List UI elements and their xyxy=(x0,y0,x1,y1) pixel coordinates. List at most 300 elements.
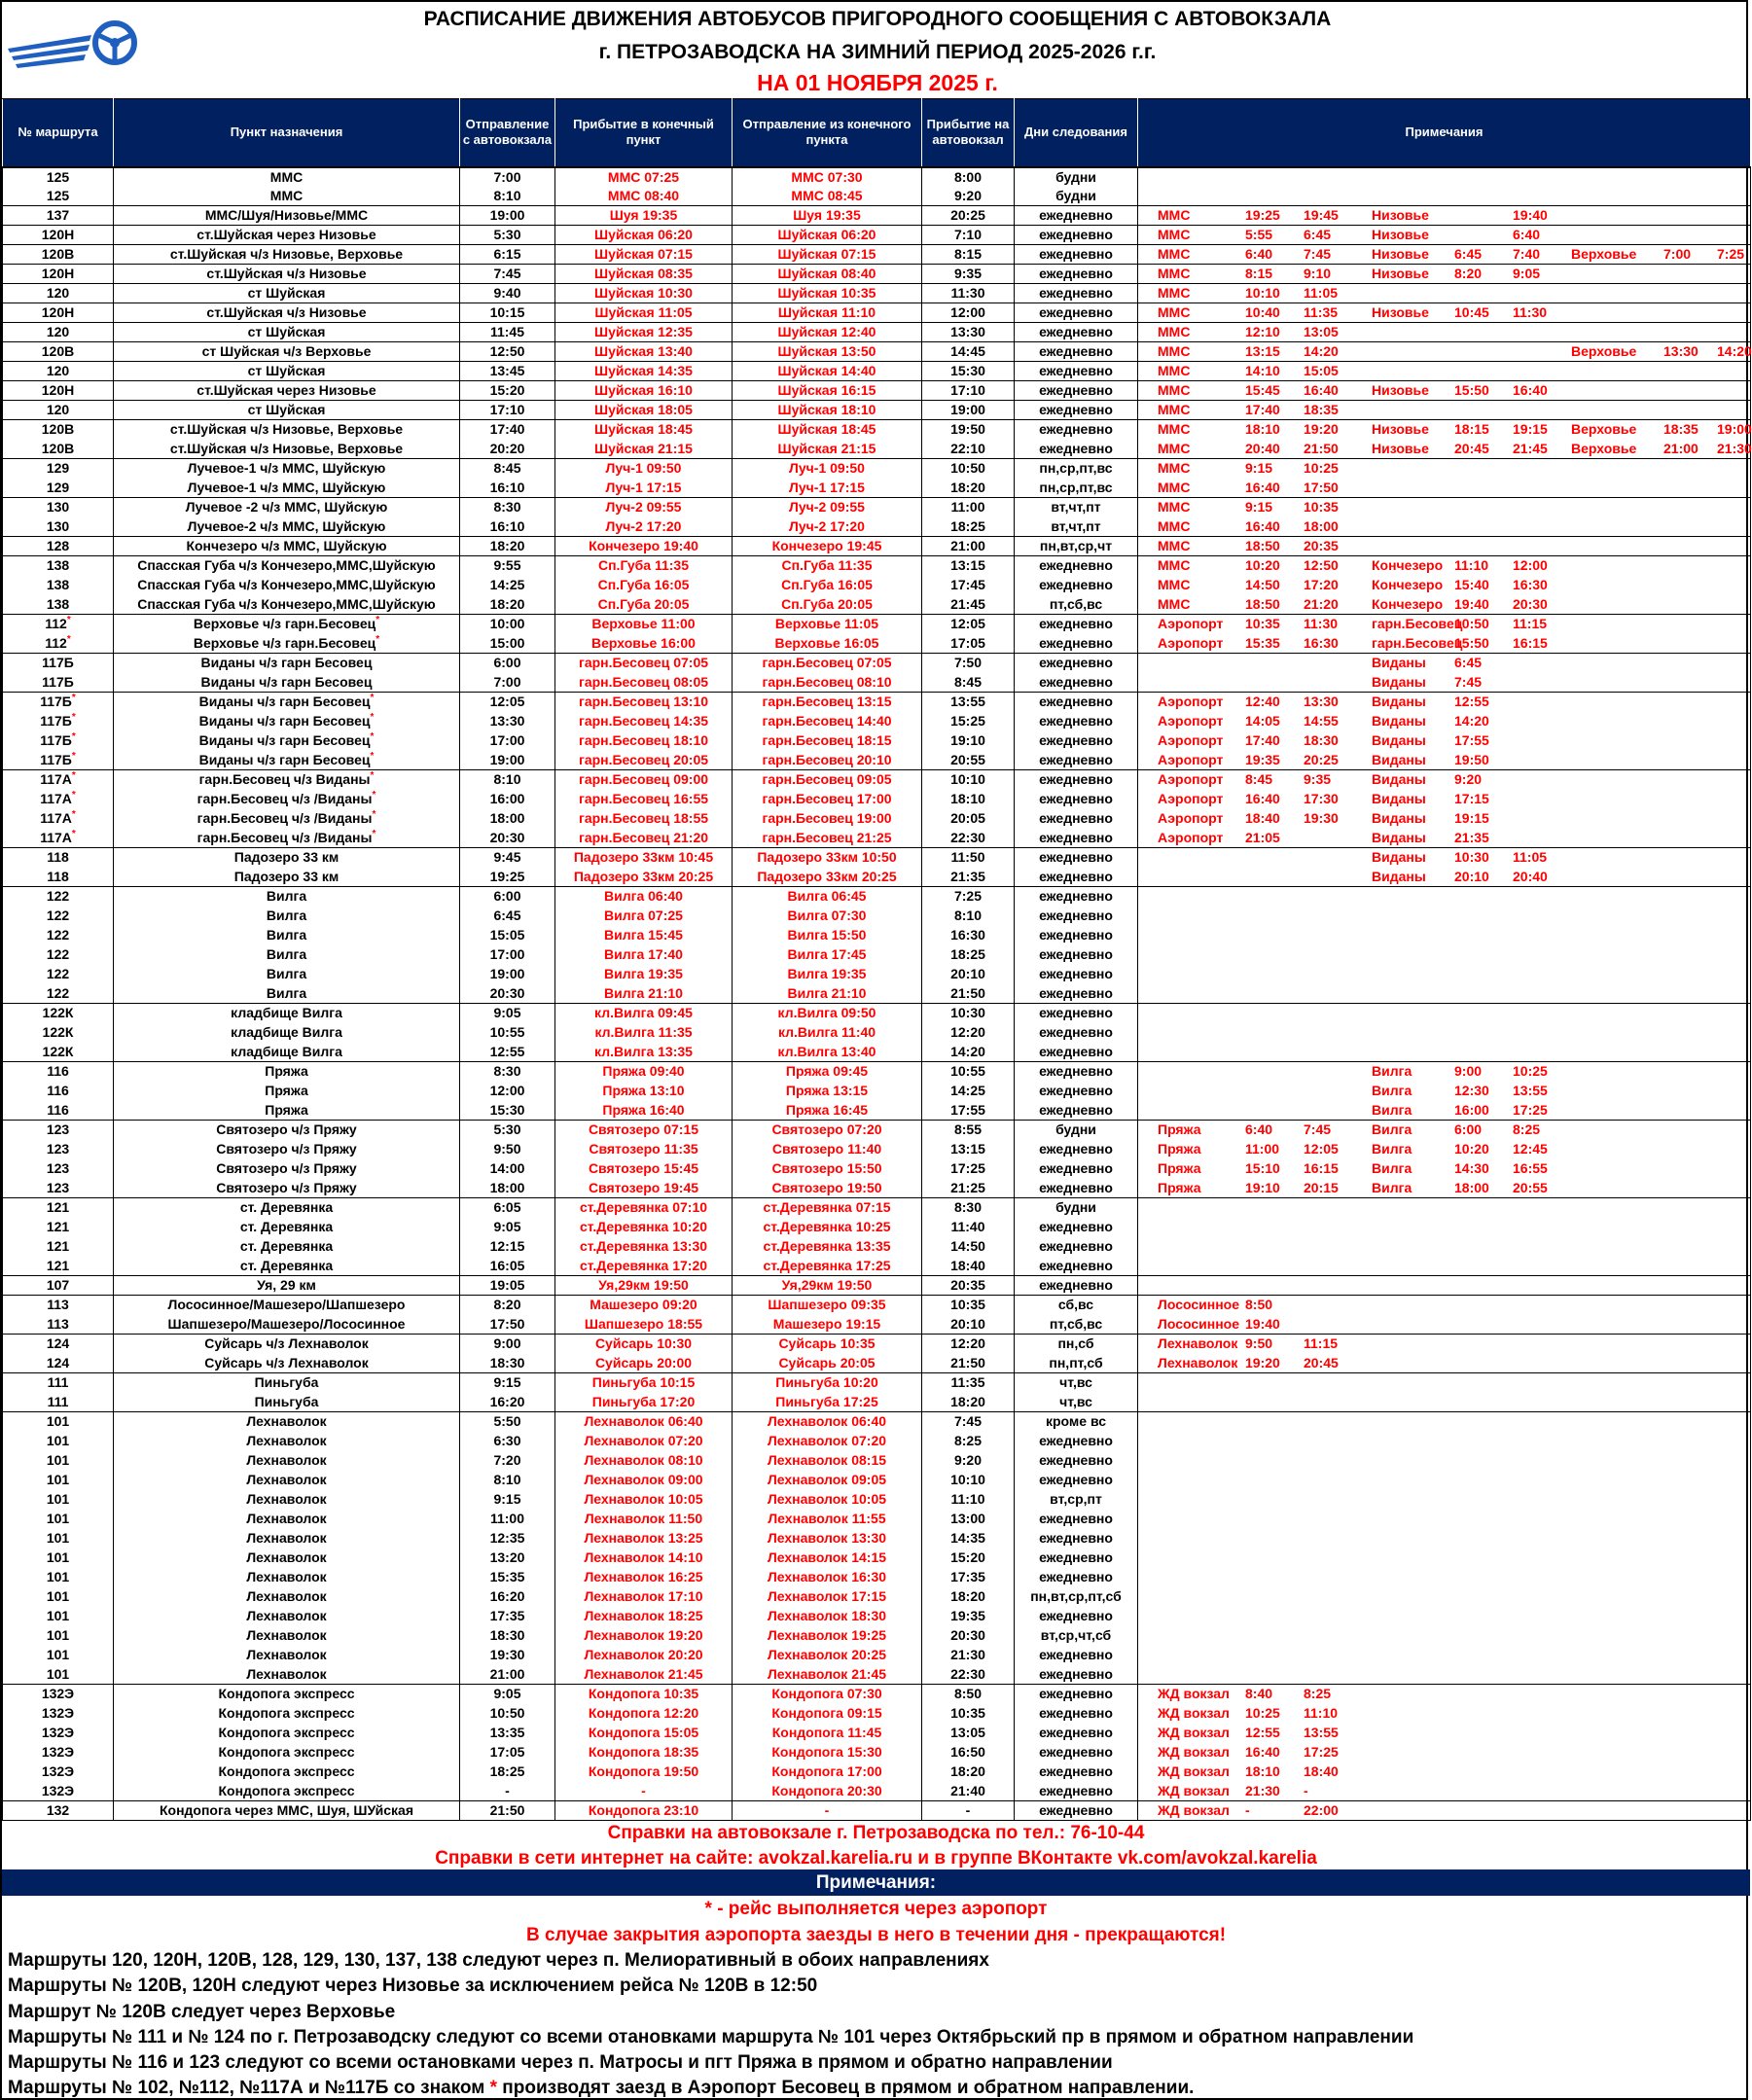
table-row xyxy=(3,1607,1751,1626)
note-token: 12:40 xyxy=(1245,694,1280,709)
note-token: Верховье xyxy=(1571,440,1637,456)
cell-notes xyxy=(1138,1471,1751,1490)
cell-notes xyxy=(1138,1121,1751,1140)
cell-departure-end: Лехнаволок 20:25 xyxy=(733,1646,922,1665)
cell-arrival-end: Лехнаволок 11:50 xyxy=(555,1510,733,1529)
cell-departure: 8:30 xyxy=(460,1062,555,1082)
cell-departure-end: Кондопога 07:30 xyxy=(733,1685,922,1704)
note-token: Низовье xyxy=(1372,207,1429,223)
cell-arrival-end: Верховье 11:00 xyxy=(555,615,733,634)
table-row xyxy=(3,887,1751,907)
cell-destination: ст.Шуйская ч/з Низовье xyxy=(114,265,460,284)
note-token: Кончезеро xyxy=(1372,595,1444,612)
note-token: 18:15 xyxy=(1454,421,1489,437)
note-token: ЖД вокзал xyxy=(1158,1704,1230,1721)
cell-route: 125 xyxy=(3,187,114,206)
table-row xyxy=(3,1432,1751,1451)
cell-notes xyxy=(1138,984,1751,1004)
cell-arrival-station: 14:35 xyxy=(922,1529,1015,1548)
note-token: 11:10 xyxy=(1304,1704,1339,1721)
cell-destination: Кондопога экспресс xyxy=(114,1762,460,1782)
cell-destination: ст Шуйская xyxy=(114,323,460,342)
note-token: 11:30 xyxy=(1304,616,1339,631)
cell-notes xyxy=(1138,1393,1751,1412)
cell-notes xyxy=(1138,615,1751,634)
cell-departure: 19:25 xyxy=(460,868,555,887)
footer-line-1: Маршруты 120, 120Н, 120В, 128, 129, 130, 137, 138 следуют через п. Мелиоративный в обоих направлениях xyxy=(8,1950,989,1971)
cell-notes xyxy=(1138,1101,1751,1121)
note-token: 15:50 xyxy=(1454,382,1489,398)
cell-departure-end: Святозеро 15:50 xyxy=(733,1159,922,1179)
cell-days: пн,пт,сб xyxy=(1015,1354,1138,1373)
cell-departure: 9:55 xyxy=(460,556,555,576)
note-token: Виданы xyxy=(1372,712,1426,729)
cell-notes xyxy=(1138,712,1751,731)
cell-destination: Святозеро ч/з Пряжу xyxy=(114,1121,460,1140)
cell-notes xyxy=(1138,926,1751,945)
cell-route: 123 xyxy=(3,1140,114,1159)
note-token: Пряжа xyxy=(1158,1140,1201,1157)
note-token: ЖД вокзал xyxy=(1158,1762,1230,1779)
schedule-table xyxy=(2,98,1751,1821)
cell-destination: ст.Шуйская ч/з Низовье xyxy=(114,303,460,323)
cell-departure-end: гарн.Бесовец 17:00 xyxy=(733,790,922,809)
cell-notes xyxy=(1138,790,1751,809)
col-header-departure: Отправление с автовокзала xyxy=(460,99,555,167)
cell-departure-end: Лехнаволок 08:15 xyxy=(733,1451,922,1471)
cell-destination xyxy=(114,809,460,829)
cell-notes xyxy=(1138,809,1751,829)
cell-departure-end: Лехнаволок 17:15 xyxy=(733,1587,922,1607)
note-token: 11:10 xyxy=(1454,557,1489,573)
note-token: Низовье xyxy=(1372,421,1429,437)
cell-destination: Лехнаволок xyxy=(114,1510,460,1529)
cell-arrival-end: Лехнаволок 07:20 xyxy=(555,1432,733,1451)
cell-notes xyxy=(1138,1412,1751,1432)
note-token: Лососинное xyxy=(1158,1297,1239,1312)
cell-arrival-station: 18:20 xyxy=(922,479,1015,498)
cell-notes xyxy=(1138,323,1751,342)
cell-notes xyxy=(1138,654,1751,673)
cell-departure-end: кл.Вилга 13:40 xyxy=(733,1043,922,1062)
note-token: 15:10 xyxy=(1245,1159,1280,1176)
table-row xyxy=(3,1704,1751,1724)
cell-notes xyxy=(1138,1510,1751,1529)
note-token: 21:30 xyxy=(1717,440,1752,456)
cell-departure: 5:50 xyxy=(460,1412,555,1432)
cell-arrival-station: 21:25 xyxy=(922,1179,1015,1198)
cell-route: 121 xyxy=(3,1198,114,1218)
cell-departure: 17:00 xyxy=(460,731,555,751)
cell-notes xyxy=(1138,265,1751,284)
cell-departure-end: Лехнаволок 10:05 xyxy=(733,1490,922,1510)
table-row xyxy=(3,654,1751,673)
note-token: ММС xyxy=(1158,382,1191,398)
cell-departure-end: Вилга 15:50 xyxy=(733,926,922,945)
note-token: ММС xyxy=(1158,517,1191,534)
table-row xyxy=(3,693,1751,712)
note-token: 7:40 xyxy=(1513,246,1541,262)
note-token: Верховье xyxy=(1571,421,1637,437)
note-token: 11:05 xyxy=(1513,849,1548,865)
airport-star: * xyxy=(71,790,76,801)
cell-departure-end: Суйсарь 10:35 xyxy=(733,1335,922,1354)
cell-notes xyxy=(1138,459,1751,479)
cell-arrival-end: Сп.Губа 11:35 xyxy=(555,556,733,576)
phone-info: Справки на автовокзале г. Петрозаводска по тел.: 76-10-44 xyxy=(607,1823,1145,1843)
cell-arrival-station: 16:30 xyxy=(922,926,1015,945)
cell-notes xyxy=(1138,1782,1751,1801)
cell-arrival-station: 12:20 xyxy=(922,1335,1015,1354)
cell-departure: 10:00 xyxy=(460,615,555,634)
note-token: 11:35 xyxy=(1304,304,1339,320)
cell-days: пн,ср,пт,вс xyxy=(1015,479,1138,498)
note-token: 9:15 xyxy=(1245,499,1273,515)
note-token: 18:10 xyxy=(1245,1762,1280,1779)
note-token: ММС xyxy=(1158,402,1191,417)
cell-departure: 10:55 xyxy=(460,1023,555,1043)
cell-arrival-end: гарн.Бесовец 16:55 xyxy=(555,790,733,809)
cell-arrival-end: Кончезеро 19:40 xyxy=(555,537,733,556)
table-row xyxy=(3,1062,1751,1082)
date-line: НА 01 НОЯБРЯ 2025 г. xyxy=(757,70,998,95)
cell-notes xyxy=(1138,1646,1751,1665)
cell-notes xyxy=(1138,945,1751,965)
table-row xyxy=(3,1218,1751,1237)
note-token: 10:20 xyxy=(1245,557,1280,573)
cell-arrival-end: гарн.Бесовец 09:00 xyxy=(555,770,733,790)
cell-arrival-station: 8:30 xyxy=(922,1198,1015,1218)
cell-route: 101 xyxy=(3,1471,114,1490)
note-token: 13:55 xyxy=(1513,1082,1548,1098)
cell-notes xyxy=(1138,167,1751,187)
cell-notes xyxy=(1138,576,1751,595)
cell-departure-end: ММС 08:45 xyxy=(733,187,922,206)
cell-days: ежедневно xyxy=(1015,342,1138,362)
cell-route-text: 117Б xyxy=(40,732,72,748)
cell-destination xyxy=(114,712,460,731)
note-token: 14:30 xyxy=(1454,1159,1489,1176)
cell-destination xyxy=(114,634,460,654)
cell-departure: 8:10 xyxy=(460,770,555,790)
note-token: 21:05 xyxy=(1245,829,1280,845)
cell-route xyxy=(3,634,114,654)
cell-destination: Лучевое-1 ч/з ММС, Шуйскую xyxy=(114,479,460,498)
cell-days: ежедневно xyxy=(1015,1704,1138,1724)
note-token: 19:10 xyxy=(1245,1179,1280,1195)
cell-days: ежедневно xyxy=(1015,362,1138,381)
cell-arrival-end: Шуйская 21:15 xyxy=(555,440,733,459)
note-token: Низовье xyxy=(1372,440,1429,456)
note-token: 10:35 xyxy=(1304,499,1339,515)
cell-days: ежедневно xyxy=(1015,440,1138,459)
table-row xyxy=(3,401,1751,420)
airport-star: * xyxy=(372,809,376,820)
cell-days: ежедневно xyxy=(1015,615,1138,634)
cell-days: ежедневно xyxy=(1015,245,1138,265)
note-token: ММС xyxy=(1158,479,1191,495)
col-header-arrival-end: Прибытие в конечный пункт xyxy=(555,99,733,167)
cell-departure: 9:00 xyxy=(460,1335,555,1354)
cell-notes xyxy=(1138,1062,1751,1082)
note-token: Виданы xyxy=(1372,771,1426,787)
cell-destination-text: гарн.Бесовец ч/з Виданы xyxy=(198,771,371,788)
cell-destination: Вилга xyxy=(114,965,460,984)
cell-days: ежедневно xyxy=(1015,323,1138,342)
cell-notes xyxy=(1138,1724,1751,1743)
table-row xyxy=(3,1373,1751,1393)
airport-star: * xyxy=(71,770,76,782)
cell-notes xyxy=(1138,1762,1751,1782)
cell-departure: 7:20 xyxy=(460,1451,555,1471)
cell-destination-text: гарн.Бесовец ч/з /Виданы xyxy=(197,791,373,806)
cell-destination: Кондопога через ММС, Шуя, ШУйская xyxy=(114,1801,460,1821)
cell-departure: 6:45 xyxy=(460,907,555,926)
cell-departure: 9:05 xyxy=(460,1004,555,1023)
cell-route: 121 xyxy=(3,1237,114,1257)
note-token: 15:40 xyxy=(1454,576,1489,592)
cell-arrival-end: гарн.Бесовец 18:10 xyxy=(555,731,733,751)
cell-destination: Лехнаволок xyxy=(114,1471,460,1490)
cell-route: 124 xyxy=(3,1335,114,1354)
note-token: Вилга xyxy=(1372,1179,1412,1195)
cell-arrival-station: 8:00 xyxy=(922,167,1015,187)
cell-arrival-end: Шуйская 13:40 xyxy=(555,342,733,362)
note-token: Виданы xyxy=(1372,809,1426,826)
cell-destination: Вилга xyxy=(114,945,460,965)
cell-notes xyxy=(1138,187,1751,206)
cell-days: ежедневно xyxy=(1015,1568,1138,1587)
cell-arrival-end: Шуйская 08:35 xyxy=(555,265,733,284)
cell-departure: 9:05 xyxy=(460,1218,555,1237)
cell-departure-end: Пиньгуба 17:25 xyxy=(733,1393,922,1412)
cell-departure: 5:30 xyxy=(460,1121,555,1140)
note-token: 20:45 xyxy=(1454,440,1489,456)
cell-destination: ст.Шуйская ч/з Низовье, Верховье xyxy=(114,420,460,440)
cell-departure: 9:50 xyxy=(460,1140,555,1159)
cell-departure-end: Кондопога 17:00 xyxy=(733,1762,922,1782)
cell-arrival-end: Лехнаволок 21:45 xyxy=(555,1665,733,1685)
cell-departure: - xyxy=(460,1782,555,1801)
cell-departure-end: кл.Вилга 09:50 xyxy=(733,1004,922,1023)
cell-arrival-station: 9:35 xyxy=(922,265,1015,284)
note-token: ММС xyxy=(1158,227,1191,242)
cell-notes xyxy=(1138,362,1751,381)
notes-title: Примечания: xyxy=(2,1869,1750,1896)
note-token: ММС xyxy=(1158,421,1191,437)
table-row xyxy=(3,945,1751,965)
note-token: 20:10 xyxy=(1454,868,1489,884)
cell-departure-end: Шуйская 16:15 xyxy=(733,381,922,401)
cell-arrival-station: 7:50 xyxy=(922,654,1015,673)
cell-route-text: 117А xyxy=(40,810,72,826)
note-token: Виданы xyxy=(1372,655,1426,670)
cell-route: 122К xyxy=(3,1004,114,1023)
table-row xyxy=(3,1101,1751,1121)
note-token: 14:10 xyxy=(1245,363,1280,378)
note-token: Виданы xyxy=(1372,849,1426,865)
note-token: 16:40 xyxy=(1304,382,1339,398)
cell-departure-end: ст.Деревянка 07:15 xyxy=(733,1198,922,1218)
note-token: 14:50 xyxy=(1245,576,1280,592)
cell-arrival-end: Шуйская 14:35 xyxy=(555,362,733,381)
cell-destination: ст. Деревянка xyxy=(114,1198,460,1218)
cell-departure: 18:30 xyxy=(460,1354,555,1373)
cell-notes xyxy=(1138,401,1751,420)
note-token: Лехнаволок xyxy=(1158,1354,1238,1370)
cell-days: вт,ср,чт,сб xyxy=(1015,1626,1138,1646)
note-star: * - рейс выполняется через аэропорт xyxy=(704,1899,1048,1919)
note-token: Низовье xyxy=(1372,246,1429,262)
cell-departure-end: Пряжа 13:15 xyxy=(733,1082,922,1101)
cell-departure-end: Лехнаволок 18:30 xyxy=(733,1607,922,1626)
cell-days: ежедневно xyxy=(1015,829,1138,848)
cell-arrival-end: Лехнаволок 16:25 xyxy=(555,1568,733,1587)
cell-notes xyxy=(1138,420,1751,440)
cell-departure: 18:20 xyxy=(460,595,555,615)
cell-arrival-end: Машезеро 09:20 xyxy=(555,1296,733,1315)
note-token: 10:25 xyxy=(1304,460,1339,476)
cell-destination: Спасская Губа ч/з Кончезеро,ММС,Шуйскую xyxy=(114,576,460,595)
cell-destination: ММС xyxy=(114,187,460,206)
note-token: Виданы xyxy=(1372,694,1426,709)
table-row xyxy=(3,1762,1751,1782)
cell-days: будни xyxy=(1015,167,1138,187)
cell-departure-end: гарн.Бесовец 19:00 xyxy=(733,809,922,829)
cell-notes xyxy=(1138,1743,1751,1762)
cell-arrival-station: 17:10 xyxy=(922,381,1015,401)
cell-route: 132Э xyxy=(3,1704,114,1724)
note-token: 15:50 xyxy=(1454,634,1489,651)
note-token: 16:40 xyxy=(1245,517,1280,534)
cell-notes xyxy=(1138,887,1751,907)
cell-arrival-end: Сп.Губа 16:05 xyxy=(555,576,733,595)
note-token: 18:30 xyxy=(1304,731,1339,748)
note-token: ММС xyxy=(1158,363,1191,378)
cell-departure: 12:15 xyxy=(460,1237,555,1257)
cell-route: 129 xyxy=(3,459,114,479)
note-token: 14:20 xyxy=(1304,343,1339,359)
cell-days: ежедневно xyxy=(1015,945,1138,965)
cell-notes xyxy=(1138,1335,1751,1354)
cell-days: пт,сб,вс xyxy=(1015,1315,1138,1335)
cell-departure-end: Шуя 19:35 xyxy=(733,206,922,226)
cell-departure: 18:00 xyxy=(460,809,555,829)
cell-arrival-end: Кондопога 10:35 xyxy=(555,1685,733,1704)
table-row xyxy=(3,498,1751,517)
note-token: Виданы xyxy=(1372,731,1426,748)
airport-star: * xyxy=(66,633,71,645)
cell-days: ежедневно xyxy=(1015,790,1138,809)
cell-destination: Падозеро 33 км xyxy=(114,868,460,887)
note-token: 16:40 xyxy=(1513,382,1548,398)
cell-arrival-station: 13:55 xyxy=(922,693,1015,712)
cell-notes xyxy=(1138,1179,1751,1198)
note-token: ЖД вокзал xyxy=(1158,1743,1230,1760)
cell-departure-end: гарн.Бесовец 07:05 xyxy=(733,654,922,673)
cell-departure-end: гарн.Бесовец 18:15 xyxy=(733,731,922,751)
table-row xyxy=(3,459,1751,479)
cell-departure: 11:00 xyxy=(460,1510,555,1529)
cell-destination: ст. Деревянка xyxy=(114,1237,460,1257)
cell-route: 132Э xyxy=(3,1762,114,1782)
cell-route: 120 xyxy=(3,323,114,342)
col-header-departure-end: Отправление из конечного пункта xyxy=(733,99,922,167)
table-row xyxy=(3,1257,1751,1276)
table-row xyxy=(3,187,1751,206)
cell-days: пн,ср,пт,вс xyxy=(1015,459,1138,479)
cell-arrival-station: 8:15 xyxy=(922,245,1015,265)
cell-arrival-station: 10:35 xyxy=(922,1296,1015,1315)
cell-destination: ст. Деревянка xyxy=(114,1218,460,1237)
cell-departure-end: Суйсарь 20:05 xyxy=(733,1354,922,1373)
airport-star: * xyxy=(71,731,76,742)
note-token: 20:40 xyxy=(1513,868,1548,884)
cell-departure-end: Святозеро 11:40 xyxy=(733,1140,922,1159)
cell-arrival-station: 22:30 xyxy=(922,829,1015,848)
cell-route: 101 xyxy=(3,1432,114,1451)
cell-notes xyxy=(1138,1004,1751,1023)
note-token: ММС xyxy=(1158,266,1191,281)
cell-departure: 19:00 xyxy=(460,206,555,226)
cell-departure: 17:40 xyxy=(460,420,555,440)
note-token: 14:20 xyxy=(1454,712,1489,729)
cell-notes xyxy=(1138,595,1751,615)
note-token: 10:35 xyxy=(1245,616,1280,631)
table-row xyxy=(3,984,1751,1004)
cell-notes xyxy=(1138,751,1751,770)
cell-destination: Лехнаволок xyxy=(114,1587,460,1607)
table-row xyxy=(3,712,1751,731)
note-token: 12:30 xyxy=(1454,1082,1489,1098)
note-token: 13:30 xyxy=(1663,343,1698,359)
cell-arrival-station: 7:10 xyxy=(922,226,1015,245)
cell-arrival-station: 7:25 xyxy=(922,887,1015,907)
cell-days: ежедневно xyxy=(1015,926,1138,945)
col-header-notes: Примечания xyxy=(1138,99,1751,167)
cell-notes xyxy=(1138,965,1751,984)
cell-days: ежедневно xyxy=(1015,1276,1138,1296)
note-token: 8:15 xyxy=(1245,266,1273,281)
cell-departure: 13:30 xyxy=(460,712,555,731)
cell-destination: ст Шуйская xyxy=(114,401,460,420)
cell-departure: 13:20 xyxy=(460,1548,555,1568)
cell-route-text: 117А xyxy=(40,791,72,806)
note-token: 9:15 xyxy=(1245,460,1273,476)
cell-destination: Вилга xyxy=(114,926,460,945)
cell-departure-end: Луч-1 17:15 xyxy=(733,479,922,498)
cell-days: будни xyxy=(1015,187,1138,206)
cell-arrival-end: Шуйская 16:10 xyxy=(555,381,733,401)
cell-days: кроме вс xyxy=(1015,1412,1138,1432)
table-row xyxy=(3,1685,1751,1704)
cell-route: 122 xyxy=(3,945,114,965)
cell-arrival-end: Сп.Губа 20:05 xyxy=(555,595,733,615)
note-token: Кончезеро xyxy=(1372,557,1444,573)
table-row xyxy=(3,226,1751,245)
cell-arrival-station: 20:25 xyxy=(922,206,1015,226)
note-token: 20:55 xyxy=(1513,1179,1548,1195)
table-row xyxy=(3,1315,1751,1335)
note-token: 18:00 xyxy=(1304,517,1339,534)
note-token: Вилга xyxy=(1372,1159,1412,1176)
cell-destination: Лососинное/Машезеро/Шапшезеро xyxy=(114,1296,460,1315)
cell-days: ежедневно xyxy=(1015,654,1138,673)
cell-destination: ст Шуйская xyxy=(114,284,460,303)
note-token: 9:10 xyxy=(1304,266,1332,281)
cell-route: 101 xyxy=(3,1548,114,1568)
cell-departure: 18:00 xyxy=(460,1179,555,1198)
